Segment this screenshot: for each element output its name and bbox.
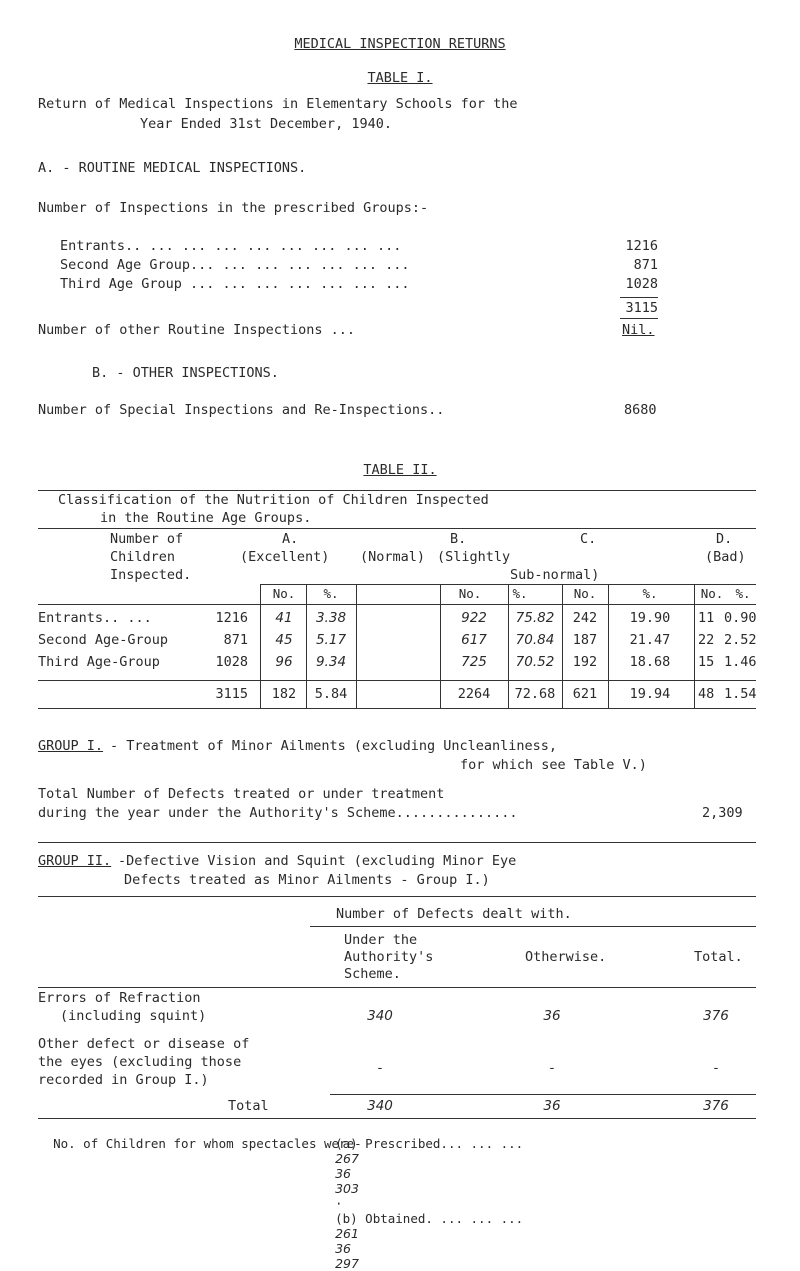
other-routine-value: Nil. — [622, 322, 655, 338]
entrants-value: 1216 — [625, 238, 658, 254]
intro-line-1: Return of Medical Inspections in Elementary Schools for the — [38, 96, 518, 112]
d-no: 22 — [698, 632, 715, 648]
section-b-heading: B. - OTHER INSPECTIONS. — [92, 365, 279, 381]
total-c-pct: 19.94 — [629, 686, 671, 702]
total-a-no: 182 — [271, 686, 297, 702]
group-2-line-2: Defects treated as Minor Ailments - Group I.) — [124, 872, 490, 888]
second-age-label: Second Age Group... ... ... ... ... ... ... — [60, 257, 410, 273]
sub-c-no: No. — [573, 586, 597, 601]
other-total: - — [711, 1060, 721, 1076]
b-no: 725 — [461, 654, 487, 670]
desc-d: (Bad) — [705, 549, 746, 565]
prescribed-total: 303 — [335, 1181, 359, 1196]
special-inspections-value: 8680 — [624, 402, 657, 418]
c-no: 192 — [572, 654, 598, 670]
second-age-value: 871 — [633, 257, 658, 273]
col-inspected: Inspected. — [110, 567, 192, 583]
c-pct: 19.90 — [629, 610, 671, 626]
group-1-value: 2,309 — [702, 805, 743, 821]
col-authority-3: Scheme. — [344, 966, 401, 982]
other-defect-label-3: recorded in Group I.) — [38, 1072, 209, 1088]
row-n: 1216 — [215, 610, 248, 626]
intro-line-2: Year Ended 31st December, 1940. — [140, 116, 392, 132]
total-b-pct: 72.68 — [514, 686, 556, 702]
b-no: 922 — [461, 610, 487, 626]
col-c: C. — [580, 531, 597, 547]
total-a-pct: 5.84 — [314, 686, 348, 702]
total-d-no: 48 — [698, 686, 715, 702]
desc-c: (Slightly — [437, 549, 511, 565]
desc-c-2: Sub-normal) — [510, 567, 600, 583]
spectacles-label-2: spectacles were- — [241, 1136, 362, 1151]
col-otherwise: Otherwise. — [525, 949, 607, 965]
errors-otherwise: 36 — [543, 1008, 561, 1024]
a-pct: 9.34 — [315, 654, 347, 670]
prescribed-authority: 267 — [335, 1151, 359, 1166]
routine-total: 3115 — [625, 300, 658, 316]
total-n: 3115 — [215, 686, 248, 702]
total-authority: 340 — [367, 1098, 393, 1114]
d-pct: 0.90 — [724, 610, 757, 626]
sub-d-no: No. — [700, 586, 724, 601]
d-no: 11 — [698, 610, 715, 626]
row-label: Third Age-Group — [38, 654, 160, 670]
errors-authority: 340 — [367, 1008, 393, 1024]
prescribed-label: (a) Prescribed... ... ... — [335, 1136, 524, 1151]
sub-b-no: No. — [458, 586, 482, 601]
group-1-line-1: - Treatment of Minor Ailments (excluding Uncleanliness, — [110, 738, 558, 754]
sub-b-pct: %. — [512, 586, 528, 601]
page-heading: MEDICAL INSPECTION RETURNS — [294, 36, 506, 52]
row-n: 871 — [223, 632, 248, 648]
third-age-label: Third Age Group ... ... ... ... ... ... ... — [60, 276, 410, 292]
c-no: 187 — [572, 632, 598, 648]
b-pct: 70.52 — [515, 654, 555, 670]
b-no: 617 — [461, 632, 487, 648]
c-pct: 21.47 — [629, 632, 671, 648]
other-defect-label-1: Other defect or disease of — [38, 1036, 250, 1052]
prescribed-row: (a) Prescribed... ... ... 267 36 303 · (b) Obtained. ... ... ... 261 36 297 — [335, 1136, 524, 1271]
row-label: Second Age-Group — [38, 632, 169, 648]
col-total: Total. — [694, 949, 743, 965]
groups-label: Number of Inspections in the prescribed Groups:- — [38, 200, 429, 216]
group-1-line-3: Total Number of Defects treated or under treatment — [38, 786, 445, 802]
col-a: A. — [282, 531, 299, 547]
col-children: Children — [110, 549, 176, 565]
entrants-label: Entrants.. ... ... ... ... ... ... ... ... — [60, 238, 402, 254]
a-no: 96 — [275, 654, 293, 670]
a-pct: 5.17 — [315, 632, 347, 648]
group-1-line-2: for which see Table V.) — [460, 757, 647, 773]
total-total: 376 — [703, 1098, 729, 1114]
sub-a-pct: %. — [323, 586, 339, 601]
total-b-no: 2264 — [457, 686, 491, 702]
sub-a-no: No. — [272, 586, 296, 601]
col-authority-2: Authority's — [344, 949, 434, 965]
errors-label-2: (including squint) — [60, 1008, 207, 1024]
a-no: 45 — [275, 632, 293, 648]
other-defect-label-2: the eyes (excluding those — [38, 1054, 242, 1070]
d-no: 15 — [698, 654, 715, 670]
total-otherwise: 36 — [543, 1098, 561, 1114]
group-2-heading: GROUP II. — [38, 853, 112, 869]
b-pct: 70.84 — [515, 632, 555, 648]
desc-b: (Normal) — [360, 549, 426, 565]
total-d-pct: 1.54 — [724, 686, 757, 702]
d-pct: 1.46 — [724, 654, 757, 670]
a-pct: 3.38 — [315, 610, 347, 626]
row-n: 1028 — [215, 654, 248, 670]
col-number-of: Number of — [110, 531, 184, 547]
row-label: Entrants.. ... — [38, 610, 152, 626]
errors-total: 376 — [703, 1008, 729, 1024]
desc-a: (Excellent) — [240, 549, 330, 565]
c-no: 242 — [572, 610, 598, 626]
table-2-title: TABLE II. — [363, 462, 437, 478]
d-pct: 2.52 — [724, 632, 757, 648]
defects-table-title: Number of Defects dealt with. — [336, 906, 572, 922]
total-c-no: 621 — [572, 686, 598, 702]
b-pct: 75.82 — [515, 610, 555, 626]
group-1-heading: GROUP I. — [38, 738, 104, 754]
group-1-line-4: during the year under the Authority's Scheme............... — [38, 805, 518, 821]
col-d: D. — [716, 531, 733, 547]
sub-c-pct: %. — [642, 586, 658, 601]
spectacles-label-1: No. of Children for whom — [53, 1136, 234, 1151]
other-authority: - — [375, 1060, 385, 1076]
table-2-caption-1: Classification of the Nutrition of Children Inspected — [58, 492, 489, 508]
obtained-total: 297 — [335, 1256, 359, 1271]
other-otherwise: - — [547, 1060, 557, 1076]
sub-d-pct: %. — [735, 586, 751, 601]
col-authority-1: Under the — [344, 932, 418, 948]
spectacles-label — [38, 1121, 362, 1151]
c-pct: 18.68 — [629, 654, 671, 670]
section-a-heading: A. - ROUTINE MEDICAL INSPECTIONS. — [38, 160, 307, 176]
obtained-authority: 261 — [335, 1226, 359, 1241]
obtained-otherwise: 36 — [335, 1241, 351, 1256]
third-age-value: 1028 — [625, 276, 658, 292]
table-1-title: TABLE I. — [367, 70, 433, 86]
prescribed-otherwise: 36 — [335, 1166, 351, 1181]
total-label: Total — [228, 1098, 269, 1114]
errors-label-1: Errors of Refraction — [38, 990, 201, 1006]
other-routine-label: Number of other Routine Inspections ... — [38, 322, 355, 338]
group-2-line-1: -Defective Vision and Squint (excluding Minor Eye — [118, 853, 517, 869]
special-inspections-label: Number of Special Inspections and Re-Inspections.. — [38, 402, 445, 418]
col-b: B. — [450, 531, 467, 547]
a-no: 41 — [275, 610, 293, 626]
table-2-caption-2: in the Routine Age Groups. — [100, 510, 312, 526]
obtained-label: (b) Obtained. ... ... ... — [335, 1211, 524, 1226]
